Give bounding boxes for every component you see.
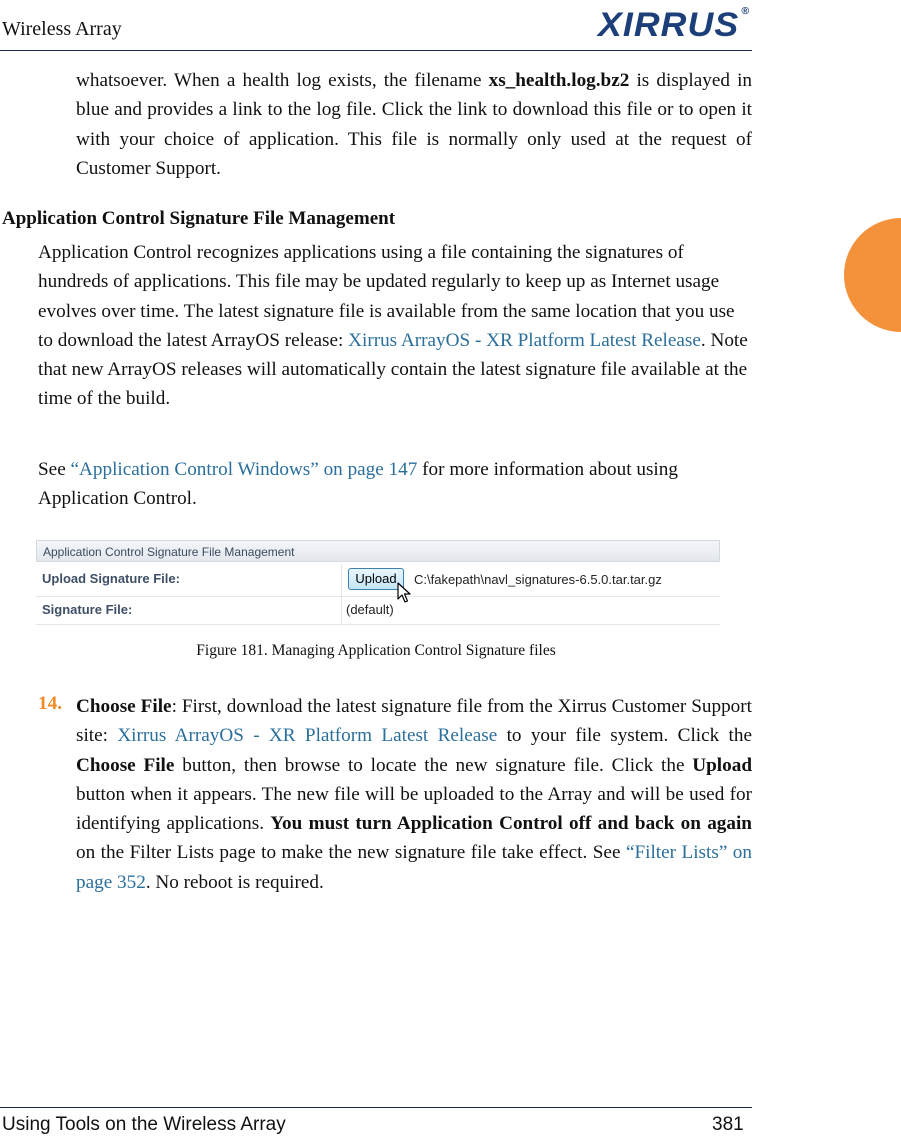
upload-signature-label: Upload Signature File: [42, 571, 180, 586]
step-choose-file [76, 692, 752, 897]
support-release-link[interactable]: Xirrus ArrayOS - XR Platform Latest Release [117, 725, 498, 747]
file-path-text: C:\fakepath\navl_signatures-6.5.0.tar.tar.gz [414, 572, 662, 587]
text: for more information about using Application Control. [38, 459, 678, 510]
paragraph-health-log [76, 66, 752, 183]
app-control-windows-link[interactable]: “Application Control Windows” on page 147 [70, 459, 418, 480]
chapter-tab [844, 218, 901, 332]
upload-bold: Upload [692, 754, 752, 776]
warning-bold: You must turn Application Control off and back on again [270, 813, 752, 835]
upload-button[interactable]: Upload [348, 568, 404, 590]
arrayos-release-link[interactable]: Xirrus ArrayOS - XR Platform Latest Release [348, 329, 701, 351]
text: button when it appears. The new file will be uploaded to the Array and will be used for identifying applications. [76, 783, 752, 835]
text: to your file system. Click the [497, 725, 752, 747]
paragraph-see-also [38, 455, 752, 514]
filter-lists-link[interactable]: “Filter Lists” on page 352 [76, 842, 752, 893]
page-number: 381 [712, 1114, 744, 1135]
health-log-filename: xs_health.log.bz2 [488, 70, 630, 91]
text: : First, download the latest signature file from the Xirrus Customer Support site: [76, 696, 752, 747]
text: whatsoever. When a health log exists, the filename [76, 70, 489, 91]
figure-signature-management [36, 540, 720, 624]
footer-rule [0, 1107, 752, 1108]
signature-file-value: (default) [346, 602, 394, 617]
step-term: Choose File [76, 696, 172, 717]
text: Application Control recognizes applications using a file containing the signatures of hundreds of applications. This file may be updated regularly to keep up as Internet usage evolves over time. The latest signature file is available from the same location that you use to download the latest ArrayOS release: [38, 242, 735, 351]
paragraph-signature-intro [38, 238, 752, 414]
figure-caption: Figure 181. Managing Application Control Signature files [196, 642, 556, 659]
text: . Note that new ArrayOS releases will automatically contain the latest signature file available at the time of the build. [38, 329, 748, 410]
upload-row [36, 564, 720, 597]
logo-text: XIRRUS [598, 6, 740, 44]
text: button, then browse to locate the new signature file. Click the [174, 754, 693, 776]
step-number: 14. [38, 693, 62, 714]
text: on the Filter Lists page to make the new signature file take effect. See [76, 842, 626, 864]
section-heading: Application Control Signature File Management [2, 208, 396, 229]
figure-panel-title: Application Control Signature File Management [36, 540, 720, 562]
column-divider [341, 564, 342, 624]
header-rule [0, 50, 752, 51]
text: is displayed in blue and provides a link to the log file. Click the link to download this file or to open it with your choice of application. This file is normally only used at the request of Customer Support. [76, 70, 752, 179]
xirrus-logo [598, 6, 750, 45]
registered-mark: ® [741, 6, 751, 17]
header-title: Wireless Array [2, 18, 122, 40]
footer-section-title: Using Tools on the Wireless Array [2, 1114, 286, 1135]
text: See [38, 459, 71, 480]
choose-file-bold: Choose File [76, 754, 175, 776]
signature-file-label: Signature File: [42, 602, 133, 617]
signature-file-row [36, 596, 720, 625]
text: . No reboot is required. [145, 871, 324, 893]
